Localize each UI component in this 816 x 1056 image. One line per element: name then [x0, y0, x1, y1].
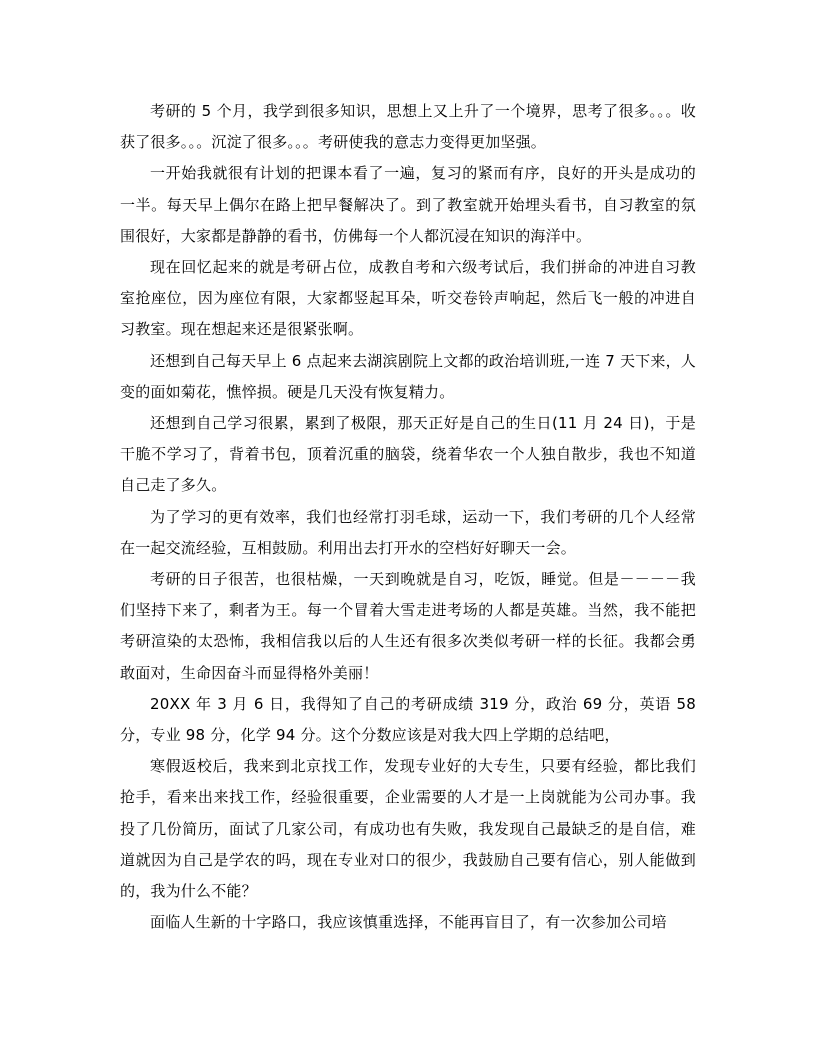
- paragraph-6: 为了学习的更有效率，我们也经常打羽毛球，运动一下，我们考研的几个人经常在一起交流经验，互相鼓励。利用出去打开水的空档好好聊天一会。: [120, 507, 696, 557]
- paragraph-10: 面临人生新的十字路口，我应该慎重选择，不能再盲目了，有一次参加公司培: [150, 913, 667, 932]
- paragraph-5: 还想到自己学习很累，累到了极限，那天正好是自己的生日(11 月 24 日)，于是干脆不学习了，背着书包，顶着沉重的脑袋，绕着华农一个人独自散步，我也不知道自己走了多久。: [120, 414, 696, 495]
- paragraph-3: 现在回忆起来的就是考研占位，成教自考和六级考试后，我们拼命的冲进自习教室抢座位，因为座位有限，大家都竖起耳朵，听交卷铃声响起，然后飞一般的冲进自习教室。现在想起来还是很紧张啊。: [120, 258, 696, 339]
- document-body: [120, 96, 696, 938]
- paragraph-8: 20XX 年 3 月 6 日，我得知了自己的考研成绩 319 分，政治 69 分，英语 58 分，专业 98 分，化学 94 分。这个分数应该是对我大四上学期的总结吧，: [120, 694, 696, 745]
- paragraph-9: 寒假返校后，我来到北京找工作，发现专业好的大专生，只要有经验，都比我们抢手，看来出来找工作，经验很重要，企业需要的人才是一上岗就能为公司办事。我投了几份简历，面试了几家公司，有成功也有失败，我发现自己最缺乏的是自信，难道就因为自己是学农的吗，现在专业对口的很少，我鼓励自己要有信心，别人能做到的，我为什么不能？: [120, 757, 696, 901]
- paragraph-1: 考研的 5 个月，我学到很多知识，思想上又上升了一个境界，思考了很多。。。收获了很多。。。沉淀了很多。。。考研使我的意志力变得更加坚强。: [120, 102, 696, 152]
- paragraph-2: 一开始我就很有计划的把课本看了一遍，复习的紧而有序，良好的开头是成功的一半。每天早上偶尔在路上把早餐解决了。到了教室就开始埋头看书，自习教室的氛围很好，大家都是静静的看书，仿佛每一个人都沉浸在知识的海洋中。: [120, 164, 696, 245]
- paragraph-4: 还想到自己每天早上 6 点起来去湖滨剧院上文都的政治培训班,一连 7 天下来，人变的面如菊花，憔悴损。硬是几天没有恢复精力。: [120, 351, 696, 401]
- paragraph-7: 考研的日子很苦，也很枯燥，一天到晚就是自习，吃饭，睡觉。但是－－－－我们坚持下来了，剩者为王。每一个冒着大雪走进考场的人都是英雄。当然，我不能把考研渲染的太恐怖，我相信我以后的人生还有很多次类似考研一样的长征。我都会勇敢面对，生命因奋斗而显得格外美丽！: [120, 570, 696, 682]
